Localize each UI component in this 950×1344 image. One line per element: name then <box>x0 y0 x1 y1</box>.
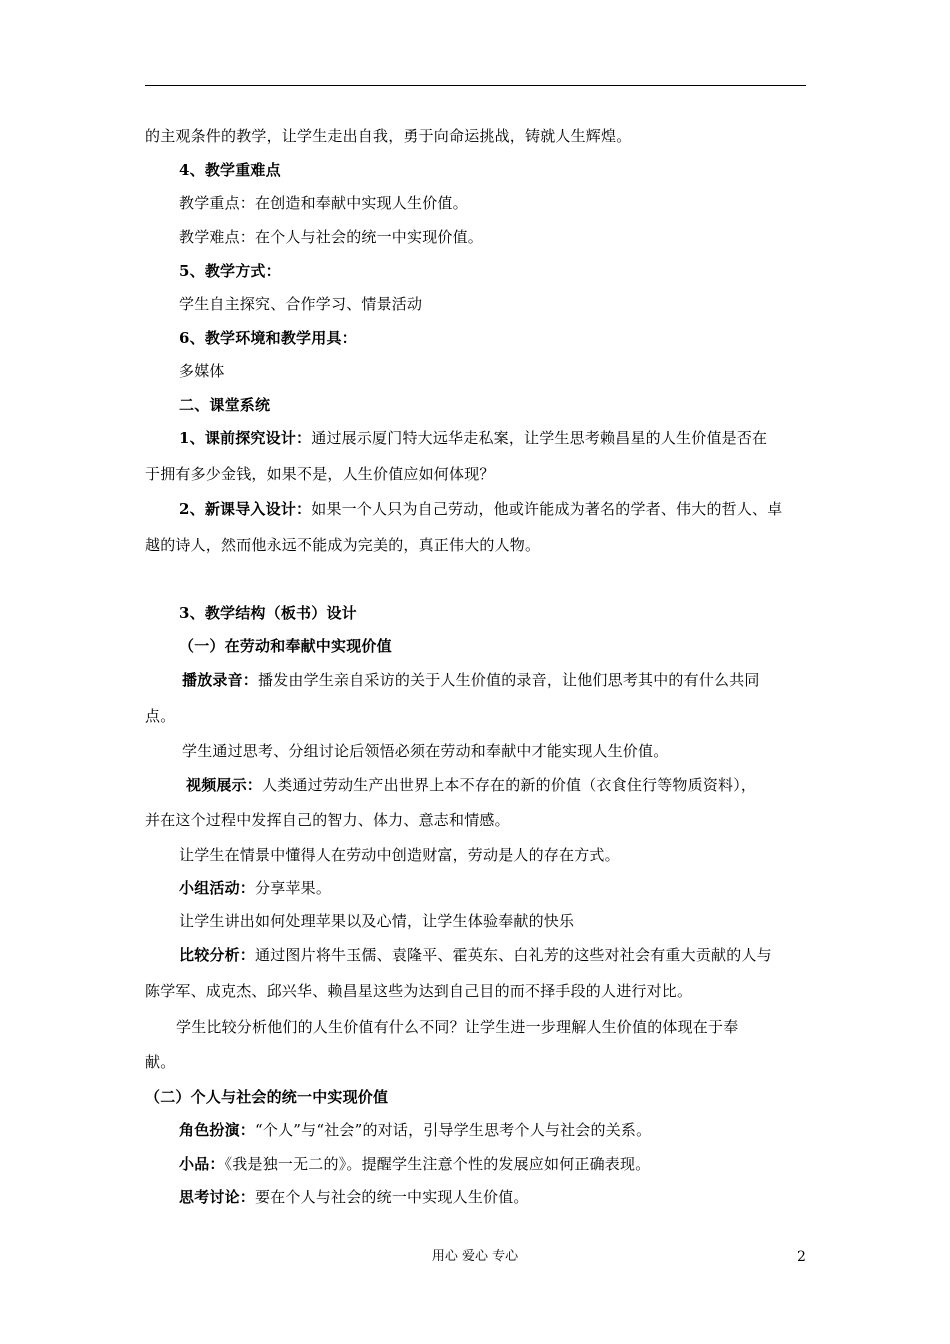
paragraph-label: 2、新课导入设计： <box>179 500 312 518</box>
paragraph-text: 《我是独一无二的》。提醒学生注意个性的发展应如何正确表现。 <box>224 1155 651 1173</box>
body-line <box>186 775 756 795</box>
body-line <box>179 499 782 519</box>
page-number: 2 <box>797 1249 806 1265</box>
body-line: 学生自主探究、合作学习、情景活动 <box>179 295 423 313</box>
paragraph-label: 小品： <box>179 1155 225 1173</box>
body-line: 让学生在情景中懂得人在劳动中创造财富，劳动是人的存在方式。 <box>179 846 620 864</box>
paragraph-label: 比较分析： <box>179 946 256 964</box>
subsection-heading: （一）在劳动和奉献中实现价值 <box>179 637 392 655</box>
body-line <box>182 670 760 690</box>
section-heading: 3、教学结构（板书）设计 <box>179 604 357 622</box>
body-line: 于拥有多少金钱，如果不是，人生价值应如何体现？ <box>145 465 495 483</box>
paragraph-text: “个人”与“社会”的对话，引导学生思考个人与社会的关系。 <box>255 1121 652 1139</box>
body-line: 多媒体 <box>179 362 225 380</box>
paragraph-text: 播发由学生亲自采访的关于人生价值的录音，让他们思考其中的有什么共同 <box>258 671 760 689</box>
body-line: 献。 <box>145 1053 176 1071</box>
paragraph-label: 1、课前探究设计： <box>179 429 312 447</box>
body-line: 并在这个过程中发挥自己的智力、体力、意志和情感。 <box>145 811 510 829</box>
body-line <box>179 878 331 898</box>
paragraph-text: 人类通过劳动生产出世界上本不存在的新的价值（衣食住行等物质资料）， <box>262 776 757 794</box>
paragraph-text: 要在个人与社会的统一中实现人生价值。 <box>255 1188 529 1206</box>
paragraph-label: 播放录音： <box>182 671 259 689</box>
body-line: 学生比较分析他们的人生价值有什么不同？让学生进一步理解人生价值的体现在于奉 <box>176 1018 739 1036</box>
body-line: 让学生讲出如何处理苹果以及心情，让学生体验奉献的快乐 <box>179 912 575 930</box>
paragraph-label: 视频展示： <box>186 776 263 794</box>
paragraph-label: 思考讨论： <box>179 1188 256 1206</box>
section-heading: 5、教学方式： <box>179 262 281 280</box>
body-line: 点。 <box>145 707 176 725</box>
body-line: 学生通过思考、分组讨论后领悟必须在劳动和奉献中才能实现人生价值。 <box>182 742 669 760</box>
body-line <box>179 428 767 448</box>
body-line: 教学重点：在创造和奉献中实现人生价值。 <box>179 194 468 212</box>
body-line: 越的诗人，然而他永远不能成为完美的，真正伟大的人物。 <box>145 536 541 554</box>
header-rule <box>145 85 806 86</box>
paragraph-label: 角色扮演： <box>179 1121 256 1139</box>
paragraph-text: 分享苹果。 <box>255 879 332 897</box>
section-heading: 6、教学环境和教学用具： <box>179 329 357 347</box>
section-heading: 二、课堂系统 <box>179 396 271 414</box>
footer-motto: 用心 爱心 专心 <box>431 1249 519 1264</box>
section-heading: 4、教学重难点 <box>179 161 281 179</box>
paragraph-text: 通过图片将牛玉儒、袁隆平、霍英东、白礼芳的这些对社会有重大贡献的人与 <box>255 946 772 964</box>
subsection-heading: （二）个人与社会的统一中实现价值 <box>145 1088 389 1106</box>
body-line: 的主观条件的教学，让学生走出自我，勇于向命运挑战，铸就人生辉煌。 <box>145 127 632 145</box>
body-line <box>179 1154 650 1174</box>
paragraph-text: 通过展示厦门特大远华走私案，让学生思考赖昌星的人生价值是否在 <box>311 429 768 447</box>
body-line <box>179 1187 529 1207</box>
body-line: 教学难点：在个人与社会的统一中实现价值。 <box>179 228 484 246</box>
paragraph-label: 小组活动： <box>179 879 256 897</box>
body-line <box>179 945 772 965</box>
body-line <box>179 1120 651 1140</box>
paragraph-text: 如果一个人只为自己劳动，他或许能成为著名的学者、伟大的哲人、卓 <box>311 500 783 518</box>
body-line: 陈学军、成克杰、邱兴华、赖昌星这些为达到自己目的而不择手段的人进行对比。 <box>145 982 693 1000</box>
